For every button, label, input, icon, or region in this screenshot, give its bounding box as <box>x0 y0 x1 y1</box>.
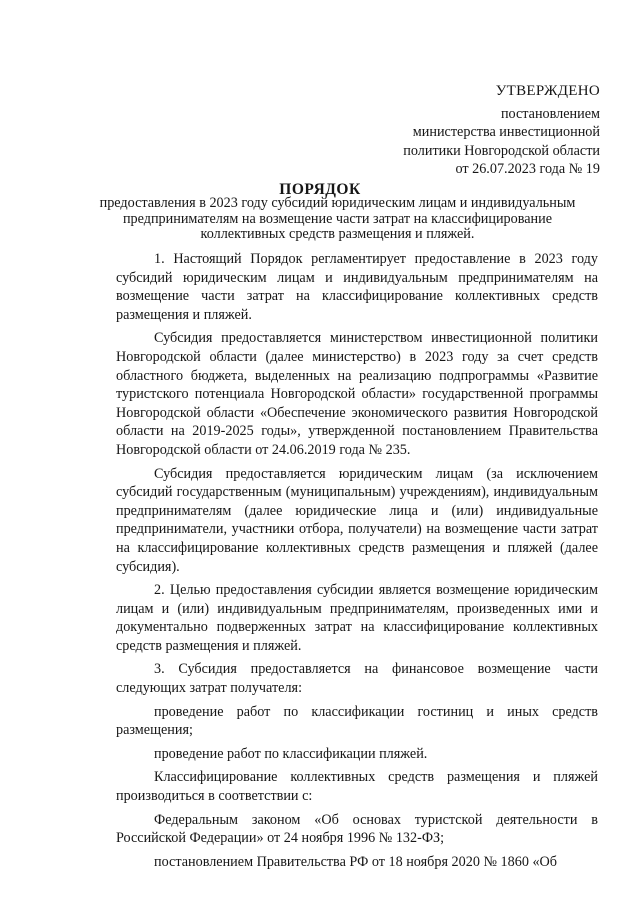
paragraph: 3. Субсидия предоставляется на финансовое возмещение части следующих затрат получателя: <box>116 661 598 697</box>
approval-line: министерства инвестиционной <box>412 124 600 140</box>
approval-stamp <box>300 82 600 179</box>
paragraph: 2. Целью предоставления субсидии является возмещение юридическим лицам и (или) индивидуальным предпринимателям, произведенных ими и документально подверженных затрат на классифицирование коллективных средств размещения и пляжей. <box>116 582 598 654</box>
paragraph: Субсидия предоставляется министерством инвестиционной политики Новгородской области (далее министерство) в 2023 году за счет средств областного бюджета, выделенных на реализацию подпрограммы «Развитие туристского потенциала Новгородской области» государственной программы Новгородской области «Обеспечение экономического развития Новгородской области на 2019-2025 годы», утвержденной постановлением Правительства Новгородской области от 24.06.2019 года № 235. <box>116 330 598 458</box>
paragraph: проведение работ по классификации пляжей. <box>154 745 428 762</box>
approval-line: постановлением <box>500 105 600 122</box>
approval-heading: УТВЕРЖДЕНО <box>495 83 600 99</box>
document-body <box>116 250 598 876</box>
document-subtitle: предоставления в 2023 году субсидий юридическим лицам и индивидуальным предпринимателям на возмещение части затрат на классифицирование коллективных средств размещения и пляжей. <box>99 195 576 242</box>
paragraph: Субсидия предоставляется юридическим лицам (за исключением субсидий государственным (муниципальным) учреждениям), индивидуальным предпринимателям (далее юридические лица и (или) индивидуальные предприниматели, участники отбора, получатели) на возмещение части затрат на классифицирование коллективных средств размещения и пляжей (далее субсидия). <box>116 465 598 575</box>
paragraph: Федеральным законом «Об основах туристской деятельности в Российской Федерации» от 24 ноября 1996 № 132-ФЗ; <box>116 811 598 847</box>
paragraph: проведение работ по классификации гостиниц и иных средств размещения; <box>116 703 598 739</box>
approval-line: от 26.07.2023 года № 19 <box>455 161 600 177</box>
approval-line: политики Новгородской области <box>403 142 600 159</box>
paragraph: постановлением Правительства РФ от 18 ноября 2020 № 1860 «Об <box>154 853 558 870</box>
document-title: ПОРЯДОК <box>279 181 361 198</box>
paragraph: Классифицирование коллективных средств размещения и пляжей производиться в соответствии с: <box>116 769 598 805</box>
paragraph: 1. Настоящий Порядок регламентирует предоставление в 2023 году субсидий юридическим лицам и индивидуальным предпринимателям на возмещение части затрат на классифицирование коллективных средств размещения и пляжей. <box>116 251 598 323</box>
